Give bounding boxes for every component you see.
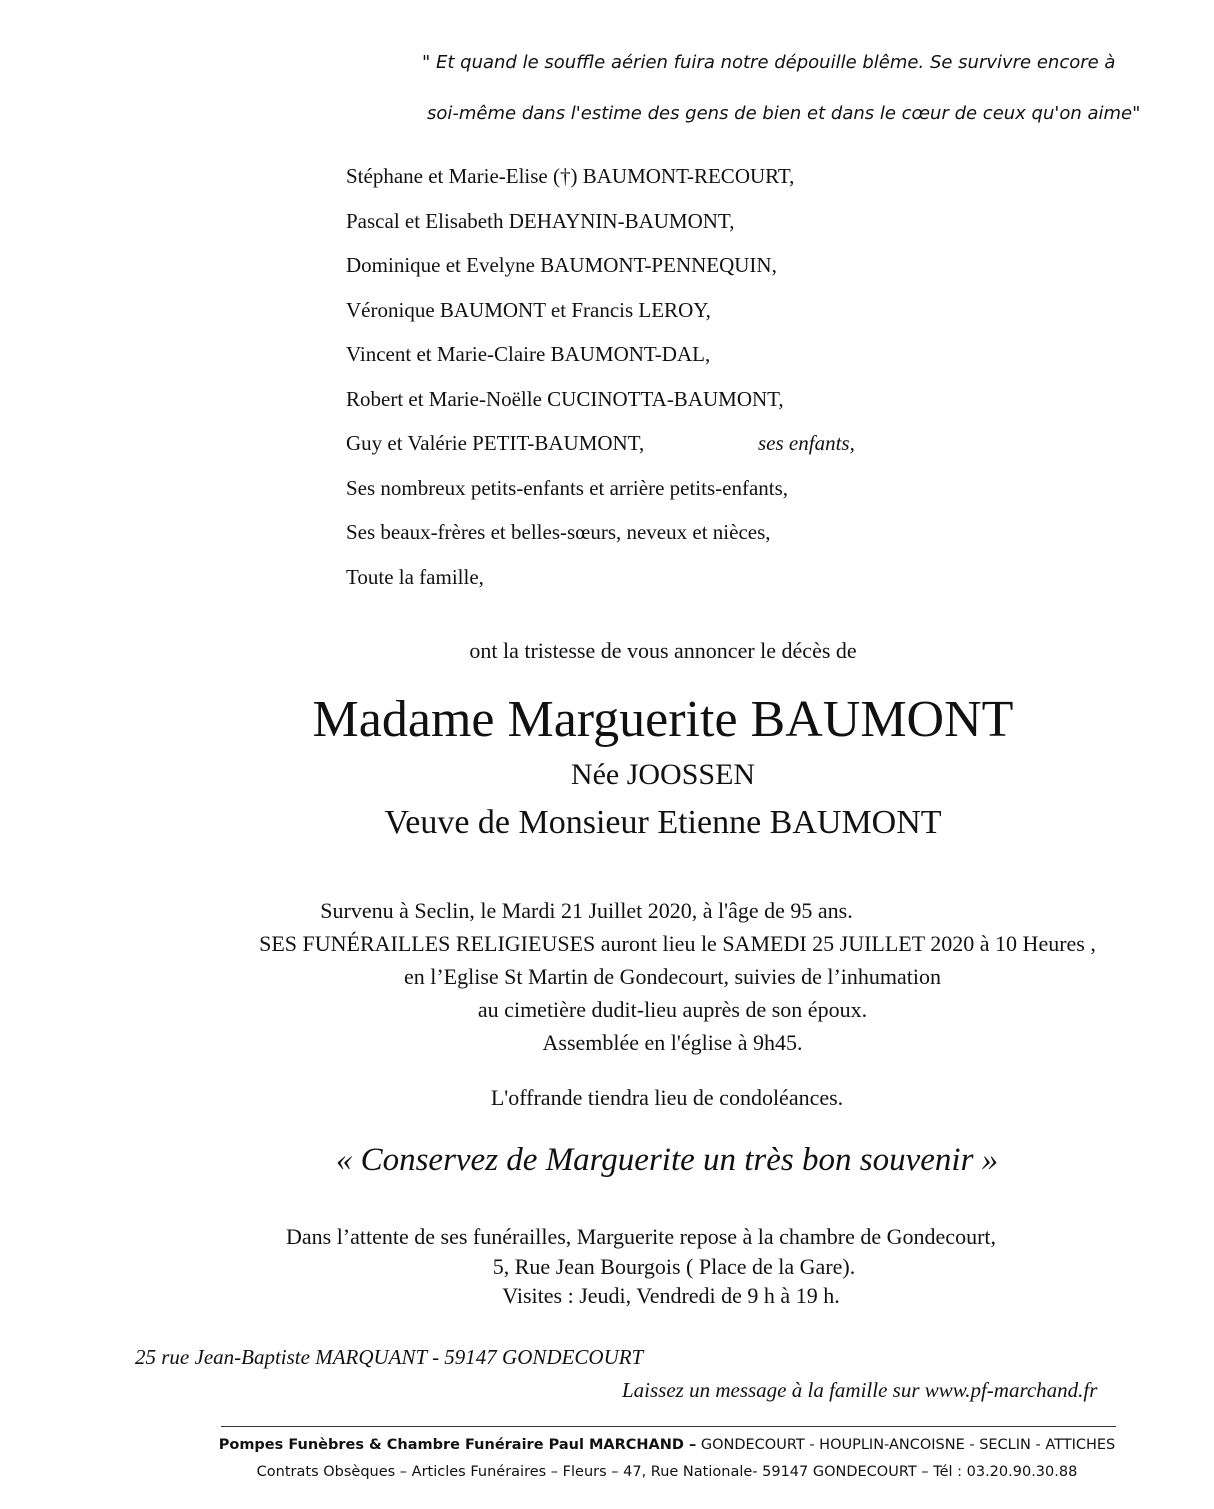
rest-line-2: 5, Rue Jean Bourgois ( Place de la Gare). bbox=[492, 1253, 856, 1279]
footer-line-1 bbox=[0, 1437, 1214, 1453]
message-link-text: Laissez un message à la famille sur www.pf-marchand.fr bbox=[622, 1378, 1098, 1402]
remembrance-quote: « Conservez de Marguerite un très bon souvenir » bbox=[335, 1142, 999, 1178]
rest-details bbox=[34, 1222, 1214, 1311]
details-line-3: en l’Eglise St Martin de Gondecourt, suivies de l’inhumation bbox=[403, 964, 942, 989]
family-line: Guy et Valérie PETIT-BAUMONT, bbox=[346, 431, 645, 455]
footer-locations: GONDECOURT - HOUPLIN-ANCOISNE - SECLIN - ATTICHES bbox=[696, 1437, 1116, 1453]
family-line: Véronique BAUMONT et Francis LEROY, bbox=[346, 297, 711, 322]
family-line: Robert et Marie-Noëlle CUCINOTTA-BAUMONT, bbox=[346, 386, 784, 411]
rest-line-3: Visites : Jeudi, Vendredi de 9 h à 19 h. bbox=[502, 1283, 840, 1308]
family-list bbox=[346, 162, 855, 607]
rest-line-1: Dans l’attente de ses funérailles, Marguerite repose à la chambre de Gondecourt, bbox=[285, 1224, 997, 1249]
children-role-label: ses enfants, bbox=[758, 431, 855, 455]
footer-line-2: Contrats Obsèques – Articles Funéraires – Fleurs – 47, Rue Nationale- 59147 GONDECOURT – Tél : 03.20.90.30.88 bbox=[256, 1464, 1078, 1480]
family-line: Ses beaux-frères et belles-sœurs, neveux et nièces, bbox=[346, 520, 771, 544]
family-line: Stéphane et Marie-Elise (†) BAUMONT-RECOURT, bbox=[346, 164, 795, 188]
family-line-children bbox=[346, 429, 855, 474]
announcement-text: ont la tristesse de vous annoncer le décès de bbox=[469, 638, 857, 663]
details-line-1: Survenu à Seclin, le Mardi 21 Juillet 2020, à l'âge de 95 ans. bbox=[320, 898, 853, 923]
footer-company: Pompes Funèbres & Chambre Funéraire Paul MARCHAND – bbox=[218, 1437, 697, 1453]
offering-note: L'offrande tiendra lieu de condoléances. bbox=[490, 1085, 844, 1110]
family-line: Toute la famille, bbox=[346, 564, 484, 589]
maiden-name: Née JOOSSEN bbox=[570, 758, 756, 791]
deceased-name: Madame Marguerite BAUMONT bbox=[312, 691, 1014, 748]
family-line: Ses nombreux petits-enfants et arrière petits-enfants, bbox=[346, 475, 789, 500]
family-line: Pascal et Elisabeth DEHAYNIN-BAUMONT, bbox=[346, 208, 735, 233]
details-line-2: SES FUNÉRAILLES RELIGIEUSES auront lieu le SAMEDI 25 JUILLET 2020 à 10 Heures , bbox=[259, 931, 1096, 956]
funeral-details bbox=[0, 894, 1214, 1059]
widow-of: Veuve de Monsieur Etienne BAUMONT bbox=[384, 804, 942, 841]
family-line: Dominique et Evelyne BAUMONT-PENNEQUIN, bbox=[346, 253, 777, 277]
details-line-4: au cimetière dudit-lieu auprès de son époux. bbox=[477, 997, 868, 1022]
family-line: Vincent et Marie-Claire BAUMONT-DAL, bbox=[346, 342, 711, 366]
epigraph-line-2: soi-même dans l'estime des gens de bien et dans le cœur de ceux qu'on aime" bbox=[427, 103, 1141, 124]
footer-divider bbox=[221, 1426, 1116, 1427]
details-line-5: Assemblée en l'église à 9h45. bbox=[542, 1030, 803, 1055]
funeral-home-address: 25 rue Jean-Baptiste MARQUANT - 59147 GONDECOURT bbox=[135, 1345, 644, 1369]
epigraph-line-1: " Et quand le souffle aérien fuira notre dépouille blême. Se survivre encore à bbox=[422, 52, 1116, 73]
